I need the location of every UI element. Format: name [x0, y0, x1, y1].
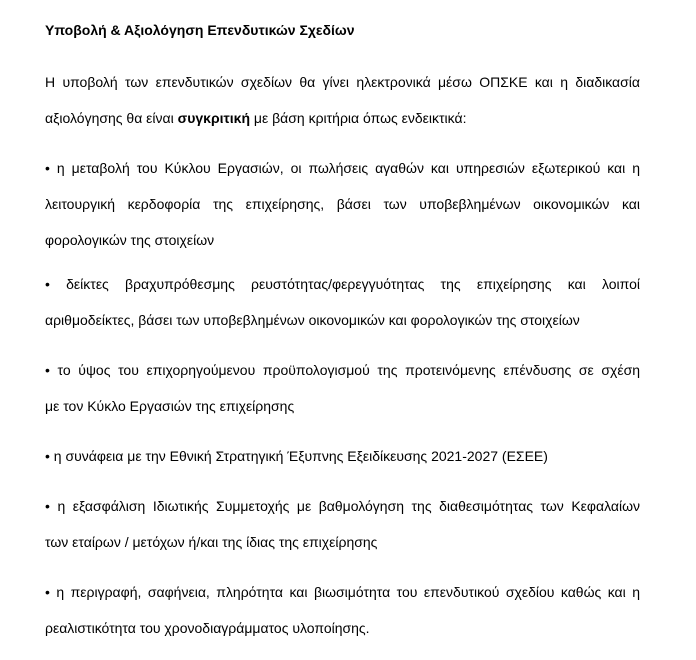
- bullet-icon: •: [45, 498, 50, 514]
- section-title: Υποβολή & Αξιολόγηση Επενδυτικών Σχεδίων: [45, 22, 355, 38]
- criterion-text: η περιγραφή, σαφήνεια, πληρότητα και βιωσιμότητα του επενδυτικού σχεδίου καθώς και η: [56, 584, 640, 600]
- criterion-3: [45, 352, 640, 424]
- criterion-line: [45, 352, 640, 388]
- bullet-icon: •: [45, 584, 50, 600]
- criterion-line: [45, 438, 640, 474]
- intro-line-2: [45, 100, 640, 136]
- criterion-4: [45, 438, 640, 474]
- criterion-line: φορολογικών της στοιχείων: [45, 232, 215, 248]
- bullet-icon: •: [45, 448, 50, 464]
- criterion-2: [45, 266, 640, 338]
- criterion-line: [45, 488, 640, 524]
- intro-text-end: με βάση κριτήρια όπως ενδεικτικά:: [250, 110, 467, 126]
- criterion-line: [45, 574, 640, 610]
- criterion-line: αριθμοδείκτες, βάσει των υποβεβλημένων οικονομικών και φορολογικών της στοιχείων: [45, 312, 580, 328]
- criterion-line: με τον Κύκλο Εργασιών της επιχείρησης: [45, 398, 295, 414]
- criterion-line: [45, 266, 640, 302]
- intro-text: αξιολόγησης θα είναι: [45, 110, 178, 126]
- bullet-icon: •: [45, 276, 50, 292]
- intro-paragraph: [45, 64, 640, 136]
- criterion-line: των εταίρων / μετόχων ή/και της ίδιας της επιχείρησης: [45, 534, 378, 550]
- criterion-text: η συνάφεια με την Εθνική Στρατηγική Έξυπνης Εξειδίκευσης 2021-2027 (ΕΣΕΕ): [53, 448, 548, 464]
- intro-line-1: Η υποβολή των επενδυτικών σχεδίων θα γίνει ηλεκτρονικά μέσω ΟΠΣΚΕ και η διαδικασία: [45, 74, 640, 90]
- criterion-6: [45, 574, 640, 646]
- criterion-text: η εξασφάλιση Ιδιωτικής Συμμετοχής με βαθμολόγηση της διαθεσιμότητας των Κεφαλαίων: [57, 498, 641, 514]
- criterion-5: [45, 488, 640, 560]
- criterion-line: ρεαλιστικότητα του χρονοδιαγράμματος υλοποίησης.: [45, 620, 370, 636]
- bullet-icon: •: [45, 362, 50, 378]
- criterion-text: το ύψος του επιχορηγούμενου προϋπολογισμού της προτεινόμενης επένδυσης σε σχέση: [57, 362, 641, 378]
- criterion-line: [45, 150, 640, 186]
- criterion-1: [45, 150, 640, 258]
- criterion-text: δείκτες βραχυπρόθεσμης ρευστότητας/φερεγγυότητας της επιχείρησης και λοιποί: [66, 276, 640, 292]
- intro-bold-text: συγκριτική: [177, 110, 251, 126]
- bullet-icon: •: [45, 160, 50, 176]
- criterion-text: η μεταβολή του Κύκλου Εργασιών, οι πωλήσεις αγαθών και υπηρεσιών εξωτερικού και η: [56, 160, 641, 176]
- criterion-line: λειτουργική κερδοφορία της επιχείρησης, βάσει των υποβεβλημένων οικονομικών και: [45, 196, 640, 212]
